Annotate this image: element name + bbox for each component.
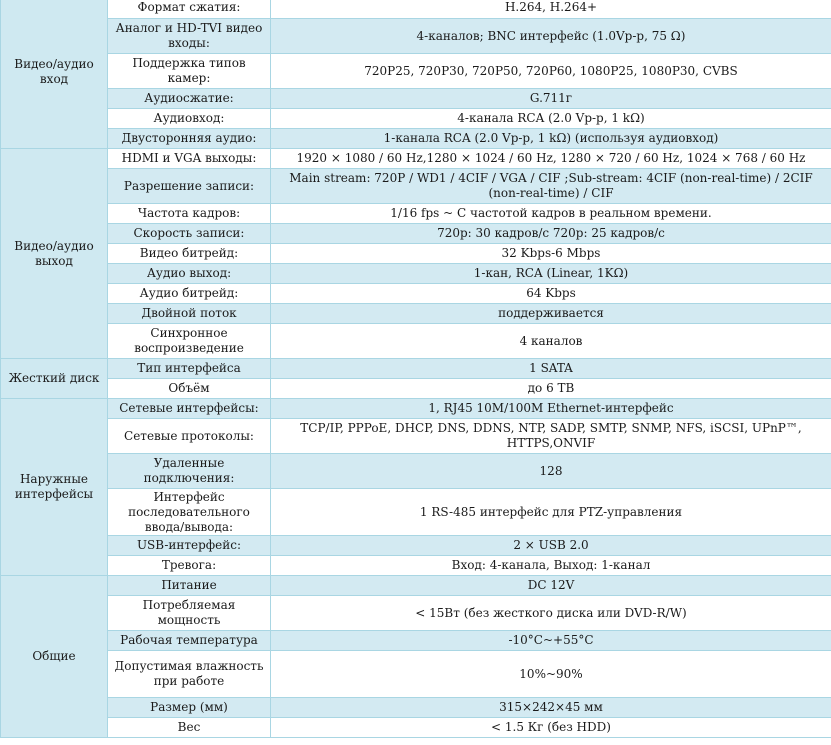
- table-row: [1, 109, 831, 129]
- spec-label: Тип интерфейса: [108, 359, 271, 379]
- table-row: [1, 129, 831, 149]
- spec-value: < 1.5 Кг (без HDD): [271, 718, 831, 738]
- table-row: [1, 489, 831, 536]
- spec-label: Размер (мм): [108, 698, 271, 718]
- table-row: [1, 576, 831, 596]
- spec-label: Аудио битрейд:: [108, 284, 271, 304]
- table-row: [1, 631, 831, 651]
- spec-value: 720P25, 720P30, 720P50, 720P60, 1080P25, 1080P30, CVBS: [271, 54, 831, 89]
- spec-value: 1-канала RCA (2.0 Vp-p, 1 kΩ) (используя аудиовход): [271, 129, 831, 149]
- spec-label: Удаленные подключения:: [108, 454, 271, 489]
- spec-value: Main stream: 720P / WD1 / 4CIF / VGA / CIF ;Sub-stream: 4CIF (non-real-time) / 2CIF (non-real-time) / CIF: [271, 169, 831, 204]
- spec-value: TCP/IP, PPPoE, DHCP, DNS, DDNS, NTP, SADP, SMTP, SNMP, NFS, iSCSI, UPnP™, HTTPS,ONVIF: [271, 419, 831, 454]
- table-row: [1, 379, 831, 399]
- spec-value: < 15Вт (без жесткого диска или DVD-R/W): [271, 596, 831, 631]
- spec-label: Аудиосжатие:: [108, 89, 271, 109]
- spec-value: до 6 TB: [271, 379, 831, 399]
- table-row: [1, 304, 831, 324]
- table-row: [1, 718, 831, 738]
- table-row: [1, 536, 831, 556]
- spec-value: 4-канала RCA (2.0 Vp-p, 1 kΩ): [271, 109, 831, 129]
- category-cell: Видео/аудио выход: [1, 149, 108, 359]
- spec-value: 2 × USB 2.0: [271, 536, 831, 556]
- category-cell: Общие: [1, 576, 108, 738]
- category-cell: Видео/аудио вход: [1, 0, 108, 149]
- category-cell: Жесткий диск: [1, 359, 108, 399]
- spec-label: Двусторонняя аудио:: [108, 129, 271, 149]
- spec-label: Интерфейс последовательного ввода/вывода:: [108, 489, 271, 536]
- spec-label: HDMI и VGA выходы:: [108, 149, 271, 169]
- spec-value: DC 12V: [271, 576, 831, 596]
- spec-table-body: [1, 0, 831, 738]
- spec-label: Видео битрейд:: [108, 244, 271, 264]
- spec-value: 32 Kbps-6 Mbps: [271, 244, 831, 264]
- spec-value: 64 Kbps: [271, 284, 831, 304]
- spec-label: Скорость записи:: [108, 224, 271, 244]
- spec-value: 1 RS-485 интерфейс для PTZ-управления: [271, 489, 831, 536]
- spec-value: G.711г: [271, 89, 831, 109]
- spec-value: 1, RJ45 10M/100M Ethernet-интерфейс: [271, 399, 831, 419]
- spec-label: Сетевые протоколы:: [108, 419, 271, 454]
- table-row: [1, 204, 831, 224]
- spec-value: 4-каналов; BNC интерфейс (1.0Vp-p, 75 Ω): [271, 19, 831, 54]
- table-row: [1, 359, 831, 379]
- spec-value: 1/16 fps ~ С частотой кадров в реальном времени.: [271, 204, 831, 224]
- spec-label: Формат сжатия:: [108, 0, 271, 19]
- table-row: [1, 89, 831, 109]
- spec-label: USB-интерфейс:: [108, 536, 271, 556]
- spec-label: Поддержка типов камер:: [108, 54, 271, 89]
- table-row: [1, 556, 831, 576]
- spec-value: 128: [271, 454, 831, 489]
- table-row: [1, 264, 831, 284]
- table-row: [1, 169, 831, 204]
- table-row: [1, 698, 831, 718]
- table-row: [1, 419, 831, 454]
- table-row: [1, 0, 831, 19]
- table-row: [1, 651, 831, 698]
- spec-label: Двойной поток: [108, 304, 271, 324]
- table-row: [1, 244, 831, 264]
- spec-label: Аудио выход:: [108, 264, 271, 284]
- spec-value: Вход: 4-канала, Выход: 1-канал: [271, 556, 831, 576]
- category-cell: Наружные интерфейсы: [1, 399, 108, 576]
- table-row: [1, 284, 831, 304]
- spec-label: Аудиовход:: [108, 109, 271, 129]
- spec-value: поддерживается: [271, 304, 831, 324]
- spec-label: Потребляемая мощность: [108, 596, 271, 631]
- table-row: [1, 454, 831, 489]
- table-row: [1, 54, 831, 89]
- spec-value: 315×242×45 мм: [271, 698, 831, 718]
- spec-value: 720p: 30 кадров/с 720p: 25 кадров/с: [271, 224, 831, 244]
- spec-value: 1920 × 1080 / 60 Hz,1280 × 1024 / 60 Hz, 1280 × 720 / 60 Hz, 1024 × 768 / 60 Hz: [271, 149, 831, 169]
- spec-label: Тревога:: [108, 556, 271, 576]
- spec-label: Допустимая влажность при работе: [108, 651, 271, 698]
- spec-label: Питание: [108, 576, 271, 596]
- spec-label: Аналог и HD-TVI видео входы:: [108, 19, 271, 54]
- spec-value: 1-кан, RCA (Linear, 1KΩ): [271, 264, 831, 284]
- spec-label: Частота кадров:: [108, 204, 271, 224]
- spec-value: 4 каналов: [271, 324, 831, 359]
- spec-value: H.264, H.264+: [271, 0, 831, 19]
- spec-label: Вес: [108, 718, 271, 738]
- spec-label: Разрешение записи:: [108, 169, 271, 204]
- spec-label: Синхронное воспроизведение: [108, 324, 271, 359]
- table-row: [1, 224, 831, 244]
- spec-value: -10°C~+55°C: [271, 631, 831, 651]
- spec-value: 1 SATA: [271, 359, 831, 379]
- table-row: [1, 19, 831, 54]
- spec-label: Сетевые интерфейсы:: [108, 399, 271, 419]
- table-row: [1, 596, 831, 631]
- table-row: [1, 399, 831, 419]
- spec-label: Объём: [108, 379, 271, 399]
- spec-label: Рабочая температура: [108, 631, 271, 651]
- table-row: [1, 324, 831, 359]
- spec-value: 10%~90%: [271, 651, 831, 698]
- table-row: [1, 149, 831, 169]
